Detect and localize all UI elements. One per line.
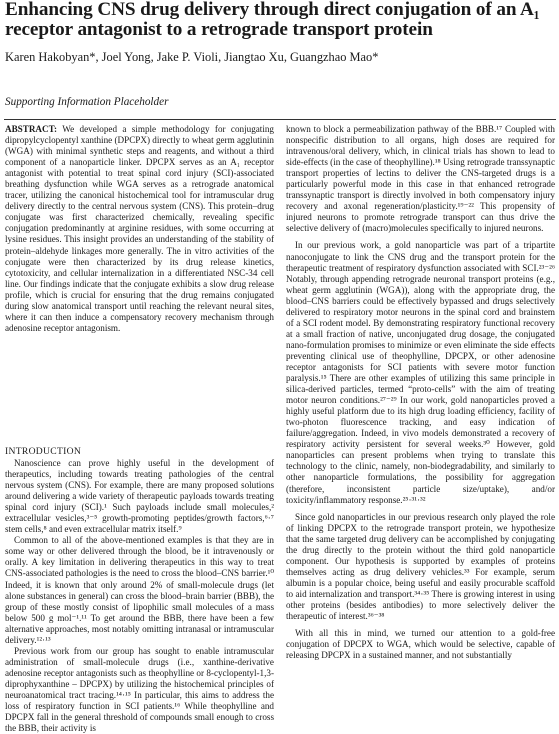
abstract-heading: ABSTRACT: <box>5 124 58 134</box>
intro-paragraph-2: Common to all of the above-mentioned examples is that they are in some way or other delivered through the blood, be it intravenously or orally. A key limitation in delivering therapeutics in this way to treat CNS-associated pathologies is the need to cross the blood–CNS barrier.¹⁰ Indeed, it is known that only around 2% of small-molecule drugs (let alone substances in general) can cross the blood–brain barrier (BBB), the group of these mostly consist of lipophilic small molecules of a mass below 500 g mol⁻¹.¹¹ To get around the BBB, there have been a few alternative approaches, most notably omitting intranasal or intramuscular delivery.¹²·¹³ <box>5 535 274 645</box>
section-heading-introduction: INTRODUCTION <box>5 446 82 457</box>
supporting-info-placeholder: Supporting Information Placeholder <box>5 96 169 108</box>
intro-paragraph-1: Nanoscience can prove highly useful in the development of therapeutics, including towards treating pathologies of the central nervous system (CNS). For example, there are many proposed solutions around delivering a wide variety of therapeutic payloads towards treating spinal cord injury (SCI).¹ Such payloads include small molecules,² extracellular vesicles,³⁻⁵ growth-promoting peptides/growth factors,⁶·⁷ stem cells,⁸ and even extracellular matrix itself.⁹ <box>5 458 274 535</box>
left-column <box>5 124 274 734</box>
abstract-body: We developed a simple methodology for conjugating dipropylcyclopentyl xanthine (DPCPX) directly to wheat germ agglutinin (WGA) with minimal synthetic steps and reagents, and without a third component of a nanoparticle linker. DPCPX serves as an A₁ receptor antagonist with potential to treat spinal cord injury (SCI)-associated breathing dysfunction while WGA serves as a retrograde anatomical tracer, utilizing the canonical histochemical tool for intramuscular drug delivery directly to the central nervous system (CNS). This protein–drug conjugate was first characterized chemically, revealing specific conjugation predominantly at arginine residues, with some occurring at lysine residues. This insight provides an understanding of the stability of protein–aldehyde linkages more generally. The in vitro activities of the conjugate were then characterized by its drug release kinetics, cytotoxicity, and cellular internalization in a differentiated NSC-34 cell line. Our findings indicate that the conjugate exhibits a slow drug release profile, which is crucial for ensuring that the drug remains conjugated during slow anatomical transport until reaching the relevant neural sites, where it can then induce a compensatory recovery mechanism through adenosine receptor antagonism. <box>5 124 274 333</box>
right-column <box>286 124 555 661</box>
author-list: Karen Hakobyan*, Joel Yong, Jake P. Violi, Jiangtao Xu, Guangzhao Mao* <box>5 50 379 64</box>
previous-work-paragraph: In our previous work, a gold nanoparticle was part of a tripartite nanoconjugate to link the CNS drug and the transport protein for the therapeutic treatment of respiratory dysfunction associated with SCI.²³⁻²⁶ Notably, through appending retrograde neuronal transport proteins (e.g., wheat germ agglutinin (WGA)), along with the appropriate drug, the blood–CNS barriers could be effectively bypassed and drugs selectively delivered to respiratory motor neurons in the spinal cord and brainstem of a SCI rodent model. By demonstrating respiratory functional recovery at a small fraction of native, unconjugated drug dosage, the conjugated nano-formulation promises to minimize or even eliminate the side effects preventing clinical use of theophylline, DPCPX, or other adenosine receptor antagonists for SCI patients with severe motor function paralysis.¹⁵ There are other examples of utilizing this same principle in silica-derived particles, termed “proto-cells” with the aim of treating motor neuron conditions.²⁷⁻²⁹ In our work, gold nanoparticles proved a highly useful platform due to its high drug loading efficiency, facility of two-photon fluorescence tracking, and easy indication of failure/aggregation. Indeed, in vivo models demonstrated a recovery of respiratory activity persistent for several weeks.³⁰ However, gold nanoparticles can present problems when trying to translate this technology to the clinic, namely, non-biodegradability, and similarly to other nanoparticle formulations, the possibility for aggregation (therefore, inconsistent particle size/uptake), and/or toxicity/inflammatory response.²⁵·³¹·³² <box>286 240 555 505</box>
paper-title: Enhancing CNS drug delivery through direct conjugation of an A₁ receptor antagonist to a retrograde transport protein <box>5 0 540 40</box>
aim-paragraph: With all this in mind, we turned our attention to a gold-free conjugation of DPCPX to WGA, which would be selective, capable of releasing DPCPX in a sustained manner, and not substantially <box>286 628 555 661</box>
continued-paragraph: known to block a permeabilization pathway of the BBB.¹⁷ Coupled with nonspecific distribution to all organs, high doses are required for intravenous/oral delivery, which, in clinical trials has shown to lead to side-effects (in the case of theophylline).¹⁸ Using retrograde transsynaptic transport properties of lectins to deliver the CNS-targeted drugs is a particularly powerful mode in this case in that enhanced retrograde transsynaptic transport is directly involved in both compensatory injury recovery and axonal regeneration/plasticity.¹⁹⁻²² This propensity of injured neurons to promote retrograde transport can thus drive the selective delivery of (macro)molecules specifically to injured neurons. <box>286 124 556 234</box>
abstract <box>5 124 274 446</box>
intro-paragraph-3: Previous work from our group has sought to enable intramuscular administration of small-molecule drugs (i.e., xanthine-derivative adenosine receptor antagonists such as theophylline or 8-cyclopentyl-1,3-diprophyxanthine – DPCPX) by utilizing the histochemical principles of neuroanatomical tract tracing.¹⁴·¹⁵ In particular, this aims to address the loss of respiratory function in SCI patients.¹⁶ While theophylline and DPCPX fall in the general threshold of compounds small enough to cross the BBB, their activity is <box>5 645 274 734</box>
hypothesis-paragraph: Since gold nanoparticles in our previous research only played the role of linking DPCPX to the retrograde transport protein, we hypothesize that the same targeted drug delivery can be accomplished by conjugating the drug directly to the protein without the third gold nanoparticle component. Our hypothesis is supported by examples of proteins themselves acting as drug delivery vehicles.³³ For example, serum albumin is a popular choice, being useful and easily procurable scaffold to aid internalization and transport.³⁴·³⁵ There is growing interest in using other proteins (besides antibodies) to more selectively deliver the therapeutic of interest.³⁶⁻³⁸ <box>286 511 555 622</box>
header-divider <box>4 119 556 120</box>
